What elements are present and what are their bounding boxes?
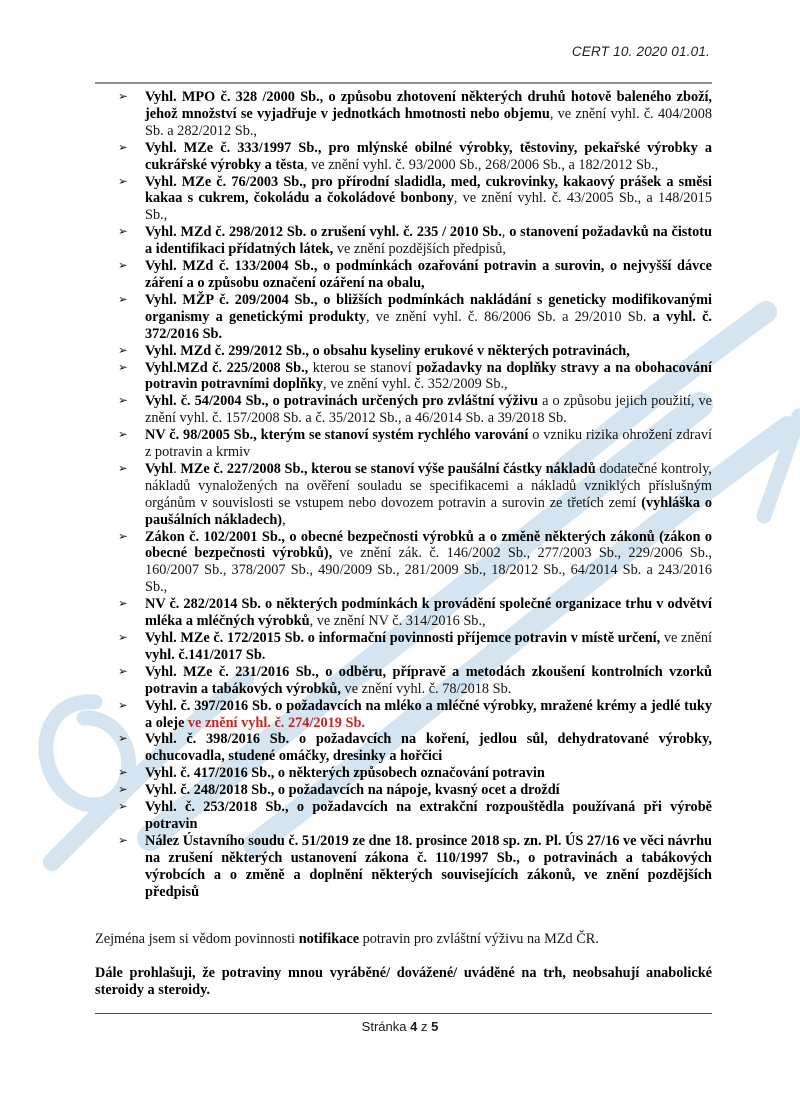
text-run: , ve znění vyhl. č. 404/2008 Sb. a 282/2012 Sb., (145, 105, 712, 139)
text-run: (vyhláška o paušálních nákladech) (145, 494, 712, 528)
arrow-bullet-icon: ➢ (118, 665, 128, 678)
text-run: ve znění (660, 630, 712, 646)
list-item-text (145, 343, 630, 359)
arrow-bullet-icon: ➢ (118, 632, 128, 644)
list-item (95, 427, 712, 461)
text-run: Vyhl.MZd č. 225/2008 Sb., (145, 359, 309, 376)
list-item-text (145, 174, 712, 224)
list-item-text (145, 833, 712, 900)
list-item-text (145, 698, 712, 731)
paragraph (95, 965, 712, 999)
list-item (95, 799, 712, 833)
list-item (95, 360, 712, 394)
list-item-text (145, 140, 712, 173)
arrow-bullet-icon: ➢ (118, 361, 128, 374)
text-run: vyhl. č.141/2017 Sb. (145, 646, 266, 663)
list-item (95, 174, 712, 225)
text-run: , ve znění vyhl. č. 352/2009 Sb., (322, 376, 508, 393)
text-run: Vyhl. MZe č. 76/2003 Sb., pro přírodní sladidla, med, cukrovinky, kakaový prášek a směsi kakaa s cukrem, čokoládu a čokoládové bonbony (145, 173, 712, 207)
text-run: , ve znění vyhl. č. 86/2006 Sb. a 29/2010 Sb. (365, 308, 653, 325)
list-item-text (145, 224, 712, 257)
arrow-bullet-icon: ➢ (118, 598, 128, 611)
list-item (95, 343, 712, 360)
list-item-text (145, 630, 712, 663)
list-item-text (145, 782, 560, 798)
page-number-of: z (420, 1019, 428, 1034)
text-run: ve znění zák. č. 146/2002 Sb., 277/2003 Sb., 229/2006 Sb., 160/2007 Sb., 378/2007 Sb., 490/2009 Sb., 281/2009 Sb., 18/2012 Sb., 64/2014 Sb. a 243/2016 Sb., (145, 545, 713, 596)
text-run: Vyhl. MŽP č. 209/2004 Sb., o bližších podmínkách nakládání s geneticky modifikovanými organismy a genetickými produkty (145, 291, 712, 325)
list-item (95, 833, 712, 901)
list-item-text (145, 292, 712, 342)
paragraph (95, 931, 712, 948)
list-item-text (145, 427, 712, 460)
list-item-text (145, 461, 712, 528)
arrow-bullet-icon: ➢ (118, 733, 128, 746)
arrow-bullet-icon: ➢ (118, 429, 128, 442)
text-run: Vyhl. MZe č. 333/1997 Sb., pro mlýnské obilné výrobky, těstoviny, pekařské výrobky a cukrářské výrobky a těsta (145, 139, 712, 173)
list-item (95, 140, 712, 174)
text-run: , ve znění NV č. 314/2016 Sb., (309, 613, 486, 630)
header-divider (95, 82, 712, 84)
list-item-text (145, 258, 712, 291)
arrow-bullet-icon: ➢ (118, 141, 128, 154)
header-doc-code: CERT 10. 2020 01.01. (571, 44, 710, 59)
text-run: Zákon č. 102/2001 Sb., o obecné bezpečnosti výrobků a o změně některých zákonů (zákon o obecné bezpečnosti výrobků), (145, 528, 712, 562)
list-item-text (145, 664, 712, 697)
list-item-text (145, 89, 712, 139)
text-run: Vyhl. MZd č. 133/2004 Sb., o podmínkách ozařování potravin a surovin, o nejvyšší dávce záření a o způsobu označení ozáření na obalu, (145, 258, 712, 291)
list-item (95, 393, 712, 427)
text-run: Zejména jsem si vědom povinnosti (95, 931, 299, 947)
text-run: o stanovení požadavků na čistotu a identifikaci přídatných látek, (145, 224, 712, 258)
arrow-bullet-icon: ➢ (118, 260, 128, 273)
text-run: Vyhl (145, 460, 174, 477)
text-run: požadavky na doplňky stravy a na obohacování potravin potravními doplňky (145, 359, 712, 393)
text-run: NV č. 98/2005 Sb., kterým se stanoví systém rychlého varování (145, 427, 529, 444)
arrow-bullet-icon: ➢ (118, 175, 128, 188)
page-number-label: Stránka (361, 1019, 407, 1034)
list-item (95, 461, 712, 529)
list-item-text (145, 596, 712, 629)
text-run: a vyhl. č. 372/2016 Sb. (145, 308, 712, 342)
text-run: . (173, 460, 181, 477)
text-run: dodatečné kontroly, nákladů vynaložených na ověření souladu se specifikacemi a nákladů vzniklých příslušným orgánům v souvislosti se vstupem nebo dovozem potravin a surovin ze třetích zemí (145, 460, 712, 511)
arrow-bullet-icon: ➢ (118, 91, 128, 103)
text-run: NV č. 282/2014 Sb. o některých podmínkách k provádění společné organizace trhu v odvětví mléka a mléčných výrobků (145, 596, 712, 630)
regulation-list (95, 89, 712, 901)
text-run: Nález Ústavního soudu č. 51/2019 ze dne 18. prosince 2018 sp. zn. Pl. ÚS 27/16 ve věci návrhu na zrušení některých ustanovení zákona č. 110/1997 Sb., o potravinách a tabákových výrobcích a o změně a doplnění některých souvisejících zákonů, ve znění pozdějších předpisů (145, 832, 712, 900)
page-number-total: 5 (431, 1019, 439, 1034)
arrow-bullet-icon: ➢ (118, 699, 128, 712)
text-run: MZe č. 227/2008 Sb., kterou se stanoví výše paušální částky nákladů (180, 460, 596, 477)
text-run: Vyhl. č. 398/2016 Sb. o požadavcích na koření, jedlou sůl, dehydratované výrobky, ochucovadla, studené omáčky, dresinky a hořčici (145, 731, 712, 765)
text-run: , ve znění vyhl. č. 93/2000 Sb., 268/2006 Sb., a 182/2012 Sb., (303, 156, 659, 173)
list-item (95, 698, 712, 732)
list-item (95, 782, 712, 799)
text-run: o vzniku rizika ohrožení zdraví z potravin a krmiv (145, 427, 712, 461)
arrow-bullet-icon: ➢ (118, 834, 128, 847)
text-run: kterou se stanoví (308, 359, 417, 376)
list-item-text (145, 529, 712, 596)
list-item (95, 224, 712, 258)
text-run: ve znění pozdějších předpisů, (333, 241, 506, 258)
text-run: Vyhl. č. 253/2018 Sb., o požadavcích na extrakční rozpouštědla používaná při výrobě potravin (145, 799, 712, 832)
list-item (95, 765, 712, 782)
text-run: Vyhl. MZd č. 299/2012 Sb., o obsahu kyseliny erukové v některých potravinách, (145, 342, 630, 359)
text-run: Vyhl. MZe č. 231/2016 Sb., o odběru, přípravě a metodách zkoušení kontrolních vzorků potravin a tabákových výrobků, (145, 663, 712, 697)
page-number-current: 4 (410, 1019, 418, 1034)
arrow-bullet-icon: ➢ (118, 293, 128, 306)
text-run: Vyhl. č. 397/2016 Sb. o požadavcích na mléko a mléčné výrobky, mražené krémy a jedlé tuky a oleje (145, 697, 712, 731)
text-run: Dále prohlašuji, že potraviny mnou vyráběné/ dovážené/ uváděné na trh, neobsahují anabolické steroidy a steroidy. (95, 964, 712, 998)
text-run: Vyhl. č. 417/2016 Sb., o některých způsobech označování potravin (145, 765, 545, 782)
closing-paragraphs (95, 931, 712, 1016)
text-run: Vyhl. č. 248/2018 Sb., o požadavcích na nápoje, kvasný ocet a droždí (145, 782, 560, 799)
text-run: Vyhl. MZd č. 298/2012 Sb. o zrušení vyhl. č. 235 / 2010 Sb. (145, 224, 502, 241)
text-run: , (501, 224, 510, 241)
text-run: a o způsobu jejich použití, ve znění vyhl. č. 157/2008 Sb. a č. 35/2012 Sb., a 46/2014 Sb. a 39/2018 Sb. (145, 393, 712, 427)
text-run: notifikace (298, 931, 360, 947)
text-run: ve znění vyhl. č. 78/2018 Sb. (340, 680, 512, 697)
arrow-bullet-icon: ➢ (118, 395, 128, 408)
list-item-text (145, 765, 545, 781)
text-run: , ve znění vyhl. č. 43/2005 Sb., a 148/2015 Sb., (145, 190, 712, 224)
list-item (95, 630, 712, 664)
arrow-bullet-icon: ➢ (118, 801, 128, 814)
footer-divider (95, 1013, 712, 1014)
arrow-bullet-icon: ➢ (118, 226, 128, 239)
arrow-bullet-icon: ➢ (118, 784, 128, 797)
text-run: Vyhl. MZe č. 172/2015 Sb. o informační povinnosti příjemce potravin v místě určení, (145, 630, 661, 646)
text-run: , (282, 511, 286, 528)
list-item (95, 89, 712, 140)
text-run: potravin pro zvláštní výživu na MZd ČR. (359, 931, 599, 947)
list-item-text (145, 360, 712, 393)
list-item-text (145, 799, 712, 832)
list-item (95, 664, 712, 698)
arrow-bullet-icon: ➢ (118, 530, 128, 543)
list-item-text (145, 731, 712, 764)
text-run: Vyhl. MPO č. 328 /2000 Sb., o způsobu zhotovení některých druhů hotově baleného zboží, jehož množství se vyjadřuje v jednotkách hmotnosti nebo objemu (145, 89, 712, 122)
arrow-bullet-icon: ➢ (118, 767, 128, 780)
arrow-bullet-icon: ➢ (118, 462, 128, 475)
text-run: Vyhl. č. 54/2004 Sb., o potravinách určených pro zvláštní výživu (145, 393, 539, 410)
list-item (95, 596, 712, 630)
list-item (95, 292, 712, 343)
list-item (95, 258, 712, 292)
page-number (0, 1019, 800, 1034)
list-item-text (145, 393, 712, 426)
arrow-bullet-icon: ➢ (118, 344, 128, 357)
list-item (95, 529, 712, 597)
list-item (95, 731, 712, 765)
text-run: ve znění vyhl. č. 274/2019 Sb. (187, 714, 366, 731)
